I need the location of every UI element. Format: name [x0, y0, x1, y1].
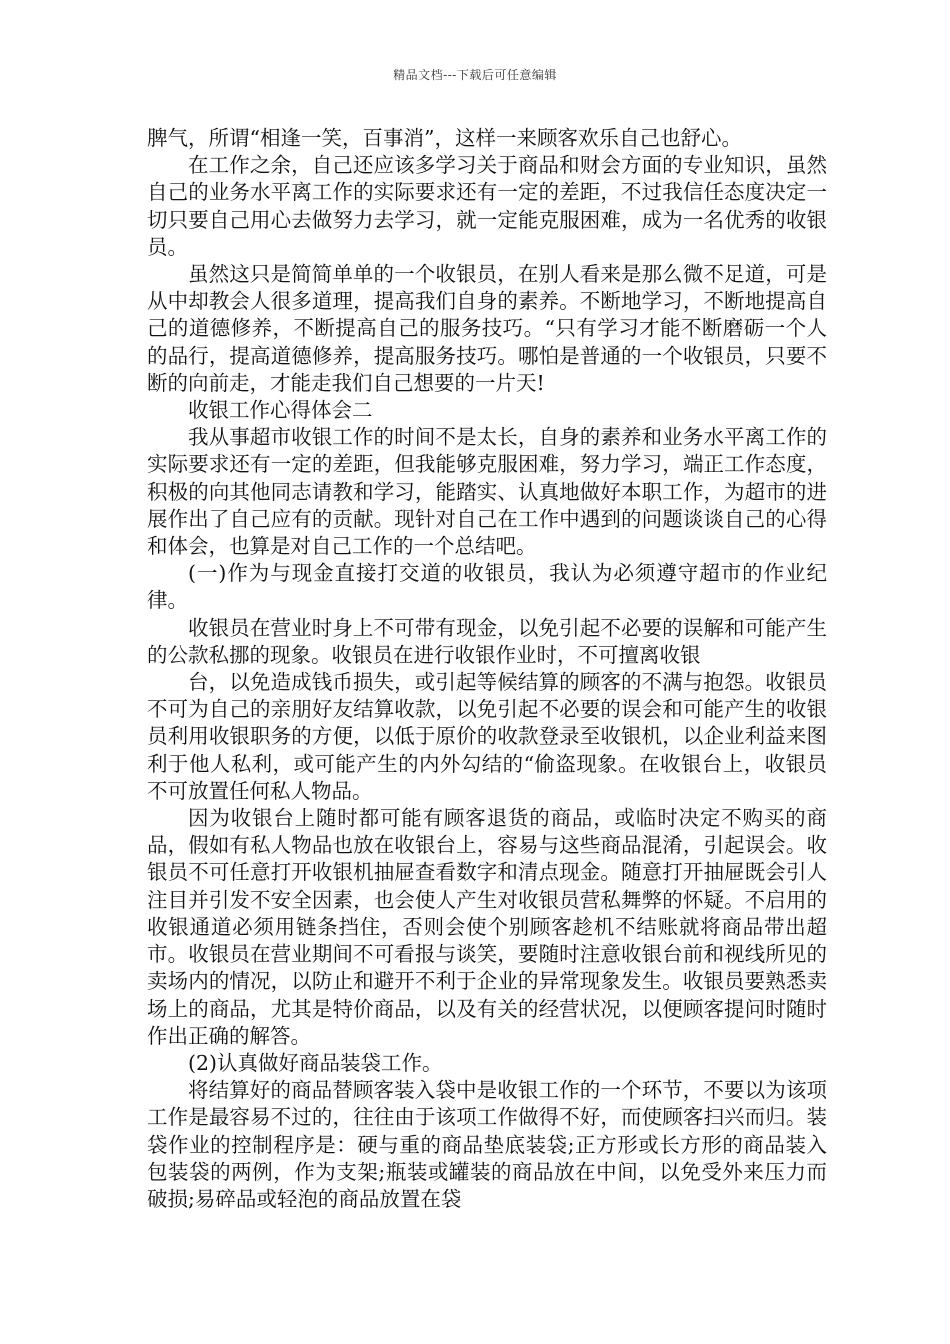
paragraph: 我从事超市收银工作的时间不是太长，自身的素养和业务水平离工作的实际要求还有一定的差距，但我能够克服困难，努力学习，端正工作态度，积极的向其他同志请教和学习，能踏实、认真地做好本职工作，为超市的进展作出了自己应有的贡献。现针对自己在工作中遇到的问题谈谈自己的心得和体会，也算是对自己工作的一个总结吧。 [147, 425, 827, 559]
paragraph: (2)认真做好商品装袋工作。 [188, 1050, 443, 1075]
paragraph: (一)作为与现金直接打交道的收银员，我认为必须遵守超市的作业纪律。 [147, 561, 827, 613]
paragraph: 在工作之余，自己还应该多学习关于商品和财会方面的专业知识，虽然自己的业务水平离工作的实际要求还有一定的差距，不过我信任态度决定一切只要自己用心去做努力去学习，就一定能克服困难，成为一名优秀的收银员。 [147, 153, 827, 259]
paragraph: 台，以免造成钱币损失，或引起等候结算的顾客的不满与抱怨。收银员不可为自己的亲朋好友结算收款，以免引起不必要的误会和可能产生的收银员利用收银职务的方便，以低于原价的收款登录至收银机，以企业利益来图利于他人私利，或可能产生的内外勾结的“偷盗现象。在收银台上，收银员不可放置任何私人物品。 [147, 670, 827, 803]
paragraph: 收银工作心得体会二 [188, 398, 373, 423]
document-body [147, 125, 827, 1213]
paragraph: 脾气，所谓“相逢一笑，百事消”，这样一来顾客欢乐自己也舒心。 [147, 126, 742, 150]
paragraph: 因为收银台上随时都可能有顾客退货的商品，或临时决定不购买的商品，假如有私人物品也放在收银台上，容易与这些商品混淆，引起误会。收银员不可任意打开收银机抽屉查看数字和清点现金。随意打开抽屉既会引人注目并引发不安全因素，也会使人产生对收银员营私舞弊的怀疑。不启用的收银通道必须用链条挡住，否则会使个别顾客趁机不结账就将商品带出超市。收银员在营业期间不可看报与谈笑，要随时注意收银台前和视线所见的卖场内的情况，以防止和避开不利于企业的异常现象发生。收银员要熟悉卖场上的商品，尤其是特价商品，以及有关的经营状况，以便顾客提问时随时作出正确的解答。 [147, 806, 827, 1048]
page-header: 精品文档---下载后可任意编辑 [393, 68, 557, 82]
paragraph: 收银员在营业时身上不可带有现金，以免引起不必要的误解和可能产生的公款私挪的现象。收银员在进行收银作业时，不可擅离收银 [147, 615, 827, 667]
paragraph: 虽然这只是简简单单的一个收银员，在别人看来是那么微不足道，可是从中却教会人很多道理，提高我们自身的素养。不断地学习，不断地提高自己的道德修养，不断提高自己的服务技巧。“只有学习才能不断磨砺一个人的品行，提高道德修养，提高服务技巧。哪怕是普通的一个收银员，只要不断的向前走，才能走我们自己想要的一片天! [147, 262, 827, 395]
paragraph: 将结算好的商品替顾客装入袋中是收银工作的一个环节，不要以为该项工作是最容易不过的，往往由于该项工作做得不好，而使顾客扫兴而归。装袋作业的控制程序是：硬与重的商品垫底装袋;正方形或长方形的商品装入包装袋的两例，作为支架;瓶装或罐装的商品放在中间，以免受外来压力而破损;易碎品或轻泡的商品放置在袋 [147, 1078, 827, 1211]
